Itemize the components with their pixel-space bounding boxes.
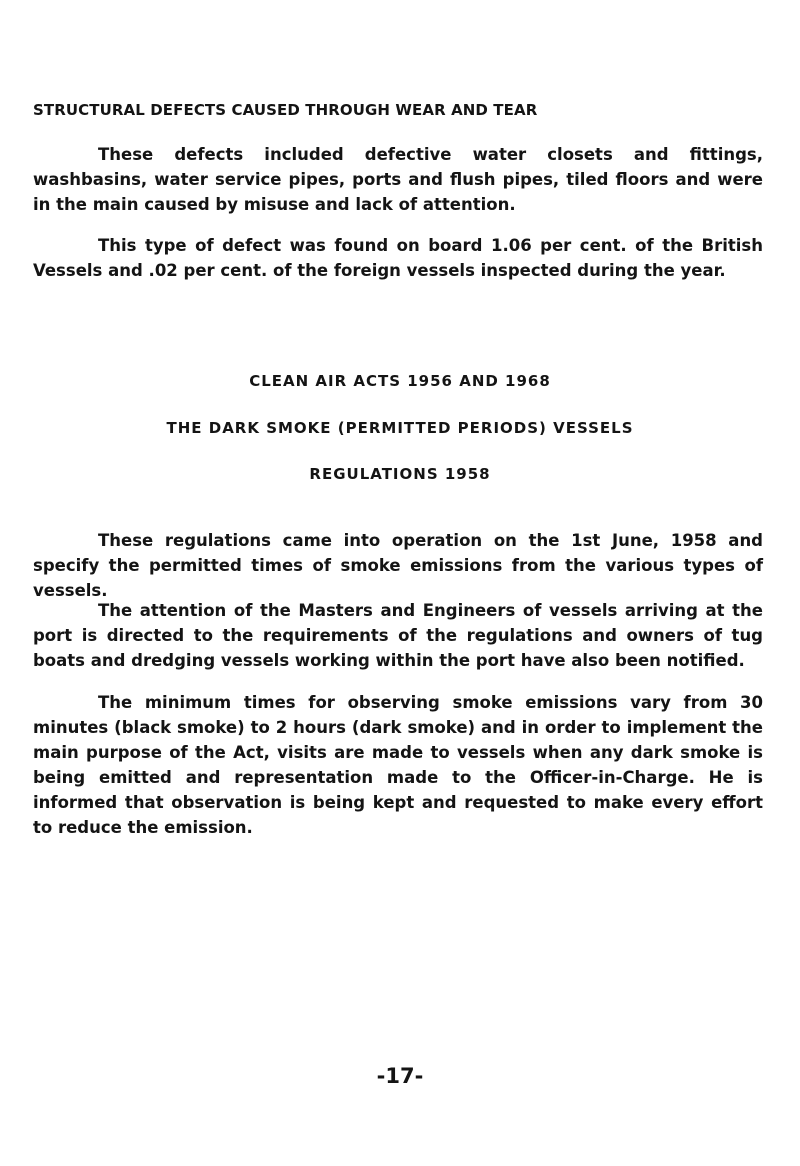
paragraph-defect-statistics: This type of defect was found on board 1.06 per cent. of the British Vessels and .02 per cent. of the foreign vessels inspected during the year. [33, 236, 763, 280]
paragraph-minimum-times: The minimum times for observing smoke emissions vary from 30 minutes (black smoke) to 2 hours (dark smoke) and in order to implement the main purpose of the Act, visits are made to vessels when any dark smoke is being emitted and representation made to the Officer-in-Charge. He is informed that observation is being kept and requested to make every effort to reduce the emission. [33, 693, 763, 837]
paragraph-defects-description: These defects included defective water closets and fittings, washbasins, water service pipes, ports and flush pipes, tiled floors and were in the main caused by misuse and lack of attention. [33, 145, 763, 214]
section-heading-dark-smoke-regulations: THE DARK SMOKE (PERMITTED PERIODS) VESSELS [166, 419, 634, 437]
section-heading-structural-defects: STRUCTURAL DEFECTS CAUSED THROUGH WEAR AND TEAR [33, 101, 538, 119]
section-heading-clean-air-acts: CLEAN AIR ACTS 1956 AND 1968 [249, 372, 551, 390]
paragraph-masters-engineers: The attention of the Masters and Engineers of vessels arriving at the port is directed to the requirements of the regulations and owners of tug boats and dredging vessels working within the port have also been notified. [33, 601, 763, 670]
paragraph-regulations-operation: These regulations came into operation on the 1st June, 1958 and specify the permitted times of smoke emissions from the various types of vessels. [33, 531, 763, 600]
page-number: -17- [376, 1064, 424, 1088]
section-heading-regulations-year: REGULATIONS 1958 [309, 465, 491, 483]
